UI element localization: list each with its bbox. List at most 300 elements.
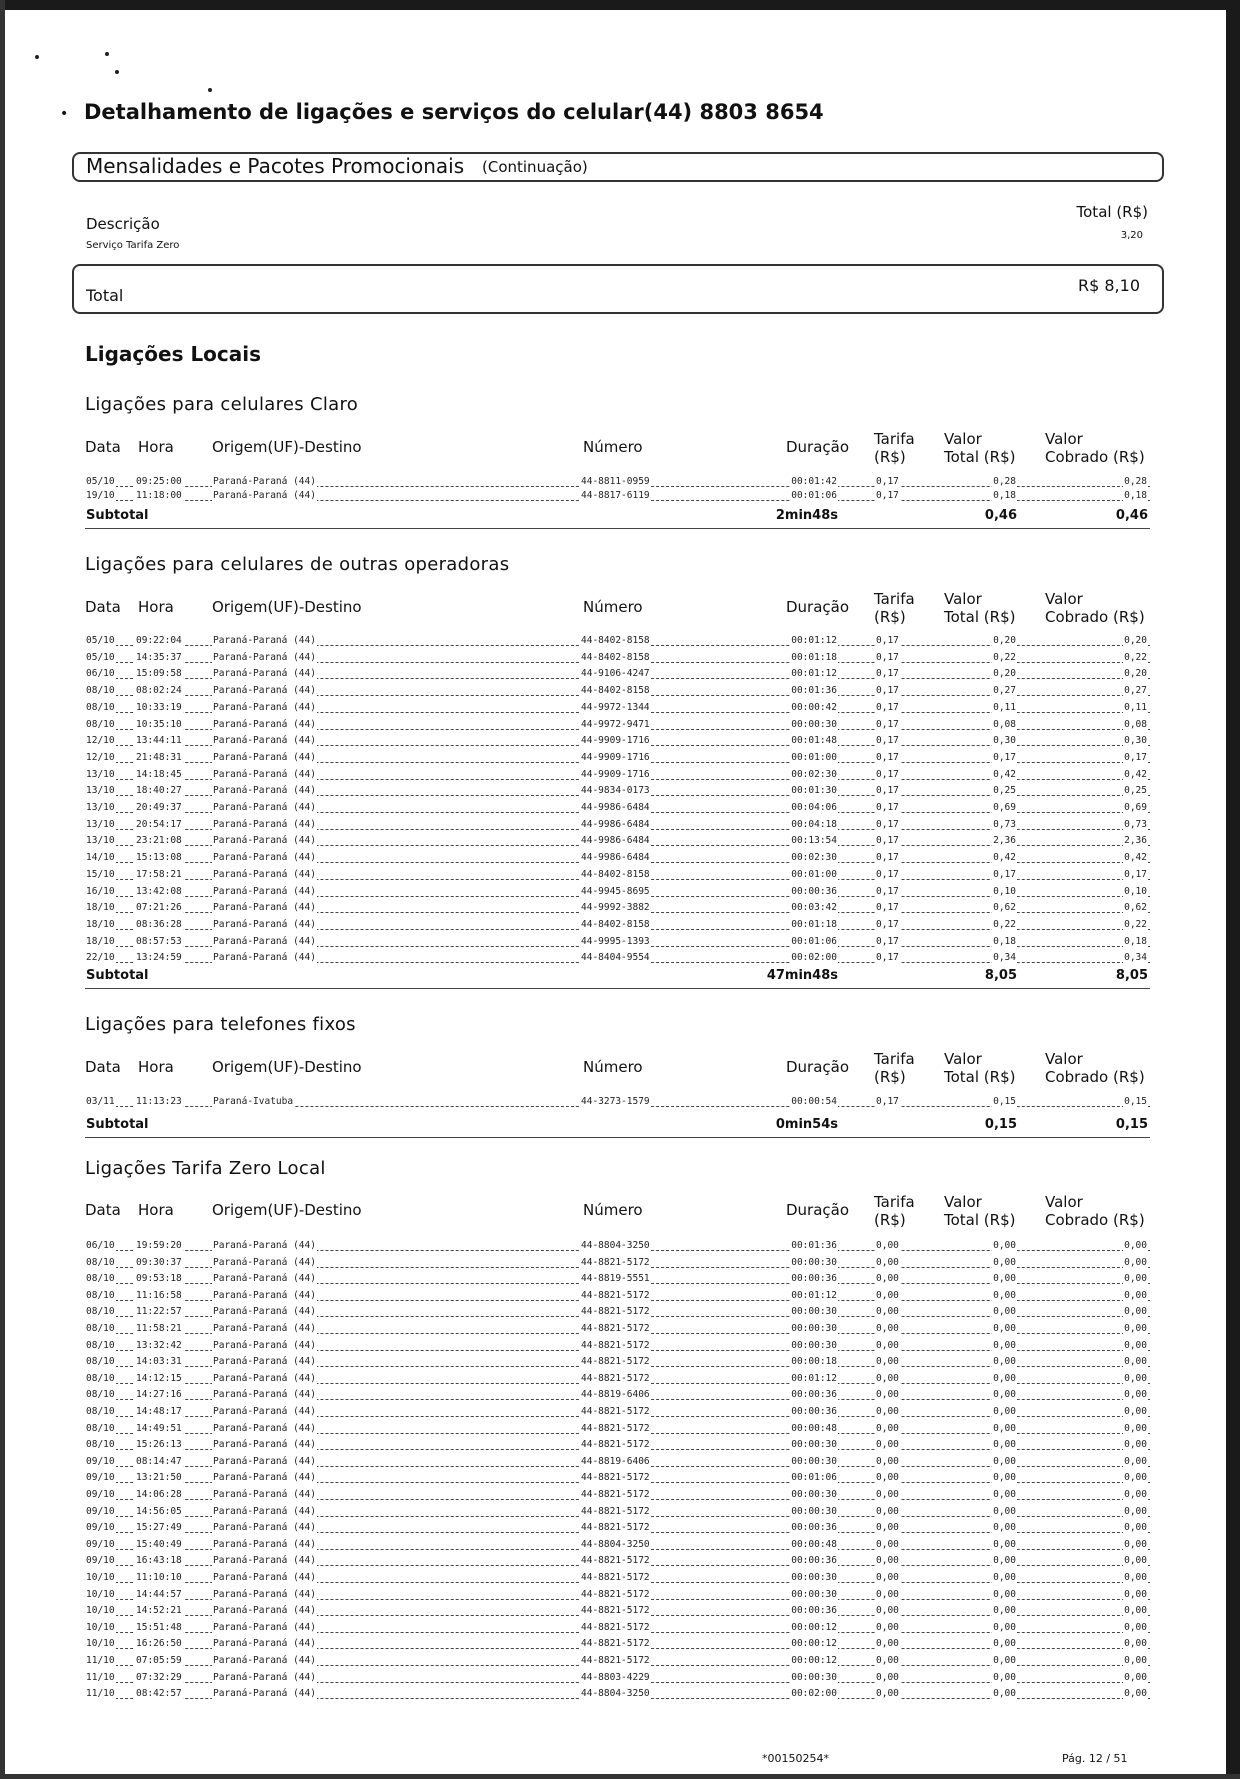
col-valor-cobrado: Valor <box>1045 590 1083 608</box>
subtotal-label: Subtotal <box>86 968 149 983</box>
col-hora: Hora <box>138 598 174 616</box>
cell-tarifa: 0,00 <box>876 1273 899 1285</box>
cell-hora: 10:33:19 <box>136 701 182 713</box>
subtotal-valor-cobrado: 0,15 <box>1115 1117 1148 1132</box>
cell-tarifa: 0,17 <box>876 490 899 502</box>
col-tarifa: Tarifa <box>874 1193 915 1211</box>
cell-origem: Paraná-Paraná (44) <box>213 1356 316 1368</box>
cell-hora: 09:25:00 <box>136 476 182 487</box>
cell-numero: 44-8821-5172 <box>581 1638 650 1650</box>
cell-hora: 13:21:50 <box>136 1472 182 1484</box>
cell-numero: 44-9972-9471 <box>581 718 650 730</box>
cell-duracao: 00:00:36 <box>791 1273 837 1285</box>
cell-hora: 20:49:37 <box>136 802 182 813</box>
cell-data: 08/10 <box>86 718 115 730</box>
cell-numero: 44-8819-6406 <box>581 1389 650 1401</box>
cell-valor-cobrado: 0,00 <box>1124 1455 1147 1467</box>
cell-valor-cobrado: 0,20 <box>1124 668 1147 680</box>
cell-origem: Paraná-Paraná (44) <box>213 651 316 663</box>
cell-valor-total: 0,00 <box>993 1572 1016 1583</box>
cell-valor-total: 0,00 <box>993 1472 1016 1484</box>
cell-valor-total: 0,20 <box>993 635 1016 646</box>
cell-duracao: 00:01:12 <box>791 635 837 646</box>
table-row <box>0 1339 1240 1353</box>
cell-hora: 15:09:58 <box>136 668 182 680</box>
cell-tarifa: 0,00 <box>876 1489 899 1500</box>
scan-speck <box>105 52 109 56</box>
cell-hora: 13:42:08 <box>136 885 182 897</box>
cell-tarifa: 0,00 <box>876 1455 899 1467</box>
cell-tarifa: 0,00 <box>876 1422 899 1434</box>
cell-numero: 44-8819-5551 <box>581 1273 650 1285</box>
table-row <box>0 818 1240 832</box>
cell-tarifa: 0,00 <box>876 1339 899 1351</box>
cell-hora: 14:18:45 <box>136 768 182 780</box>
subtotal-valor-total: 8,05 <box>984 968 1017 983</box>
table-row <box>0 1505 1240 1519</box>
cell-valor-total: 0,30 <box>993 735 1016 747</box>
continuation-label: (Continuação) <box>482 158 588 176</box>
subtotal-duracao: 47min48s <box>766 968 838 983</box>
group-title: Ligações para celulares de outras operadoras <box>85 554 510 575</box>
cell-hora: 15:26:13 <box>136 1439 182 1451</box>
subtotal-rule <box>85 528 1150 529</box>
cell-numero: 44-8404-9554 <box>581 952 650 964</box>
cell-origem: Paraná-Paraná (44) <box>213 685 316 697</box>
group-title: Ligações para celulares Claro <box>85 394 359 415</box>
cell-numero: 44-8804-3250 <box>581 1538 650 1550</box>
cell-tarifa: 0,17 <box>876 852 899 864</box>
cell-hora: 14:48:17 <box>136 1406 182 1417</box>
cell-valor-cobrado: 0,28 <box>1124 476 1147 487</box>
table-row <box>0 1289 1240 1303</box>
cell-data: 08/10 <box>86 1422 115 1434</box>
cell-valor-total: 0,00 <box>993 1389 1016 1401</box>
cell-numero: 44-9909-1716 <box>581 751 650 763</box>
cell-data: 05/10 <box>86 651 115 663</box>
cell-numero: 44-8821-5172 <box>581 1489 650 1500</box>
cell-hora: 13:32:42 <box>136 1339 182 1351</box>
cell-valor-cobrado: 0,27 <box>1124 685 1147 697</box>
cell-tarifa: 0,17 <box>876 651 899 663</box>
cell-tarifa: 0,00 <box>876 1588 899 1600</box>
cell-valor-total: 0,00 <box>993 1455 1016 1467</box>
cell-valor-cobrado: 0,00 <box>1124 1621 1147 1633</box>
col-numero: Número <box>583 1058 643 1076</box>
cell-valor-total: 0,00 <box>993 1638 1016 1650</box>
cell-duracao: 00:00:30 <box>791 1588 837 1600</box>
cell-origem: Paraná-Paraná (44) <box>213 635 316 646</box>
page-number: Pág. 12 / 51 <box>1062 1752 1128 1765</box>
table-row <box>0 1256 1240 1270</box>
table-row <box>0 489 1240 503</box>
cell-numero: 44-9909-1716 <box>581 768 650 780</box>
cell-valor-total: 0,00 <box>993 1655 1016 1666</box>
cell-valor-cobrado: 0,20 <box>1124 635 1147 646</box>
cell-duracao: 00:01:42 <box>791 476 837 487</box>
cell-valor-cobrado: 0,00 <box>1124 1389 1147 1401</box>
cell-origem: Paraná-Paraná (44) <box>213 818 316 830</box>
cell-origem: Paraná-Paraná (44) <box>213 735 316 747</box>
subtotal-valor-total: 0,46 <box>984 508 1017 523</box>
cell-valor-total: 0,22 <box>993 651 1016 663</box>
cell-origem: Paraná-Paraná (44) <box>213 1455 316 1467</box>
table-row <box>0 1422 1240 1436</box>
cell-tarifa: 0,17 <box>876 885 899 897</box>
cell-origem: Paraná-Paraná (44) <box>213 1588 316 1600</box>
col-valor-cobrado: Valor <box>1045 1050 1083 1068</box>
cell-hora: 08:02:24 <box>136 685 182 697</box>
cell-data: 09/10 <box>86 1455 115 1467</box>
table-row <box>0 684 1240 698</box>
cell-data: 05/10 <box>86 476 115 487</box>
col-valor-total: Valor <box>944 1193 982 1211</box>
cell-data: 09/10 <box>86 1489 115 1500</box>
cell-origem: Paraná-Paraná (44) <box>213 1688 316 1700</box>
cell-duracao: 00:00:36 <box>791 1522 837 1534</box>
table-row <box>0 918 1240 932</box>
scan-speck <box>208 88 212 92</box>
cell-valor-total: 0,10 <box>993 885 1016 897</box>
col-origem: Origem(UF)-Destino <box>212 1201 362 1219</box>
cell-origem: Paraná-Paraná (44) <box>213 952 316 964</box>
scan-speck <box>115 70 119 74</box>
cell-duracao: 00:00:48 <box>791 1538 837 1550</box>
cell-valor-cobrado: 0,30 <box>1124 735 1147 747</box>
scan-edge-bottom <box>0 1774 1240 1779</box>
cell-valor-total: 0,00 <box>993 1422 1016 1434</box>
cell-numero: 44-8817-6119 <box>581 490 650 502</box>
cell-duracao: 00:01:06 <box>791 1472 837 1484</box>
cell-valor-total: 0,00 <box>993 1256 1016 1268</box>
cell-numero: 44-9986-6484 <box>581 835 650 847</box>
col-duracao: Duração <box>786 598 850 616</box>
cell-numero: 44-9909-1716 <box>581 735 650 747</box>
table-row <box>0 801 1240 815</box>
cell-hora: 15:13:08 <box>136 852 182 864</box>
cell-valor-total: 0,00 <box>993 1588 1016 1600</box>
cell-tarifa: 0,00 <box>876 1522 899 1534</box>
cell-valor-total: 0,00 <box>993 1621 1016 1633</box>
cell-hora: 15:51:48 <box>136 1621 182 1633</box>
cell-hora: 13:44:11 <box>136 735 182 747</box>
table-row <box>0 651 1240 665</box>
cell-origem: Paraná-Paraná (44) <box>213 1289 316 1301</box>
cell-hora: 14:56:05 <box>136 1505 182 1517</box>
cell-hora: 14:03:31 <box>136 1356 182 1368</box>
cell-valor-total: 0,00 <box>993 1538 1016 1550</box>
cell-numero: 44-8821-5172 <box>581 1289 650 1301</box>
table-row <box>0 734 1240 748</box>
cell-origem: Paraná-Paraná (44) <box>213 768 316 780</box>
cell-numero: 44-9972-1344 <box>581 701 650 713</box>
cell-duracao: 00:13:54 <box>791 835 837 847</box>
cell-data: 08/10 <box>86 1439 115 1451</box>
cell-origem: Paraná-Paraná (44) <box>213 1605 316 1617</box>
cell-tarifa: 0,00 <box>876 1505 899 1517</box>
description-label: Descrição <box>86 215 160 233</box>
cell-valor-cobrado: 0,00 <box>1124 1406 1147 1417</box>
cell-valor-cobrado: 0,22 <box>1124 918 1147 930</box>
cell-valor-total: 0,00 <box>993 1356 1016 1368</box>
cell-data: 13/10 <box>86 835 115 847</box>
cell-numero: 44-8821-5172 <box>581 1522 650 1534</box>
cell-valor-cobrado: 0,10 <box>1124 885 1147 897</box>
col-valor-total-unit: Total (R$) <box>944 1211 1016 1229</box>
cell-hora: 14:06:28 <box>136 1489 182 1500</box>
cell-duracao: 00:01:06 <box>791 935 837 947</box>
col-numero: Número <box>583 1201 643 1219</box>
cell-valor-total: 0,00 <box>993 1522 1016 1534</box>
cell-valor-cobrado: 0,18 <box>1124 490 1147 502</box>
cell-numero: 44-8819-6406 <box>581 1455 650 1467</box>
cell-origem: Paraná-Paraná (44) <box>213 1240 316 1251</box>
cell-valor-cobrado: 0,00 <box>1124 1289 1147 1301</box>
cell-numero: 44-8821-5172 <box>581 1306 650 1318</box>
cell-duracao: 00:00:36 <box>791 1555 837 1567</box>
cell-data: 06/10 <box>86 668 115 680</box>
table-row <box>0 851 1240 865</box>
cell-numero: 44-9945-8695 <box>581 885 650 897</box>
cell-valor-cobrado: 0,62 <box>1124 902 1147 914</box>
cell-valor-cobrado: 0,00 <box>1124 1655 1147 1666</box>
cell-tarifa: 0,00 <box>876 1356 899 1368</box>
cell-data: 12/10 <box>86 735 115 747</box>
cell-tarifa: 0,00 <box>876 1306 899 1318</box>
cell-duracao: 00:04:06 <box>791 802 837 813</box>
total-value: R$ 8,10 <box>1077 276 1140 295</box>
subtotal-duracao: 0min54s <box>775 1117 838 1132</box>
cell-origem: Paraná-Paraná (44) <box>213 1538 316 1550</box>
cell-duracao: 00:04:18 <box>791 818 837 830</box>
cell-valor-cobrado: 0,00 <box>1124 1505 1147 1517</box>
cell-duracao: 00:00:54 <box>791 1096 837 1107</box>
cell-valor-cobrado: 0,18 <box>1124 935 1147 947</box>
cell-numero: 44-9995-1393 <box>581 935 650 947</box>
cell-tarifa: 0,00 <box>876 1621 899 1633</box>
cell-hora: 20:54:17 <box>136 818 182 830</box>
cell-valor-total: 0,20 <box>993 668 1016 680</box>
cell-duracao: 00:01:00 <box>791 868 837 880</box>
mensalidades-header <box>72 152 1164 182</box>
col-duracao: Duração <box>786 1058 850 1076</box>
cell-data: 08/10 <box>86 1356 115 1368</box>
cell-data: 10/10 <box>86 1588 115 1600</box>
col-valor-cobrado: Valor <box>1045 1193 1083 1211</box>
cell-origem: Paraná-Paraná (44) <box>213 1555 316 1567</box>
subtotal-label: Subtotal <box>86 1117 149 1132</box>
cell-origem: Paraná-Paraná (44) <box>213 785 316 797</box>
cell-origem: Paraná-Paraná (44) <box>213 1389 316 1401</box>
cell-hora: 07:32:29 <box>136 1671 182 1683</box>
cell-hora: 09:53:18 <box>136 1273 182 1285</box>
cell-origem: Paraná-Paraná (44) <box>213 835 316 847</box>
cell-origem: Paraná-Paraná (44) <box>213 701 316 713</box>
group-title: Ligações Tarifa Zero Local <box>85 1158 326 1179</box>
cell-valor-cobrado: 0,73 <box>1124 818 1147 830</box>
cell-valor-cobrado: 0,00 <box>1124 1356 1147 1368</box>
mensalidades-title: Mensalidades e Pacotes Promocionais <box>86 154 465 178</box>
cell-numero: 44-8402-8158 <box>581 651 650 663</box>
cell-data: 18/10 <box>86 935 115 947</box>
cell-duracao: 00:00:48 <box>791 1422 837 1434</box>
cell-numero: 44-8821-5172 <box>581 1406 650 1417</box>
cell-duracao: 00:00:30 <box>791 1306 837 1318</box>
cell-hora: 11:16:58 <box>136 1289 182 1301</box>
col-valor-total: Valor <box>944 430 982 448</box>
cell-valor-total: 0,00 <box>993 1289 1016 1301</box>
col-data: Data <box>85 438 121 456</box>
cell-numero: 44-8811-0959 <box>581 476 650 487</box>
cell-valor-total: 0,00 <box>993 1306 1016 1318</box>
cell-numero: 44-8821-5172 <box>581 1555 650 1567</box>
cell-tarifa: 0,17 <box>876 935 899 947</box>
col-duracao: Duração <box>786 438 850 456</box>
cell-tarifa: 0,00 <box>876 1323 899 1334</box>
cell-duracao: 00:01:36 <box>791 685 837 697</box>
cell-valor-cobrado: 0,69 <box>1124 802 1147 813</box>
cell-numero: 44-8821-5172 <box>581 1655 650 1666</box>
cell-duracao: 00:00:42 <box>791 701 837 713</box>
cell-tarifa: 0,17 <box>876 701 899 713</box>
table-row <box>0 1554 1240 1568</box>
cell-origem: Paraná-Paraná (44) <box>213 1489 316 1500</box>
cell-valor-cobrado: 0,00 <box>1124 1472 1147 1484</box>
cell-valor-cobrado: 0,00 <box>1124 1439 1147 1451</box>
cell-tarifa: 0,17 <box>876 635 899 646</box>
cell-valor-cobrado: 0,00 <box>1124 1688 1147 1700</box>
cell-hora: 11:58:21 <box>136 1323 182 1334</box>
cell-hora: 08:36:28 <box>136 918 182 930</box>
cell-hora: 09:22:04 <box>136 635 182 646</box>
cell-valor-cobrado: 0,00 <box>1124 1489 1147 1500</box>
cell-numero: 44-9992-3882 <box>581 902 650 914</box>
cell-duracao: 00:02:30 <box>791 768 837 780</box>
cell-origem: Paraná-Paraná (44) <box>213 802 316 813</box>
cell-valor-total: 0,34 <box>993 952 1016 964</box>
cell-duracao: 00:00:30 <box>791 1572 837 1583</box>
cell-duracao: 00:00:30 <box>791 1455 837 1467</box>
cell-duracao: 00:01:30 <box>791 785 837 797</box>
cell-duracao: 00:00:36 <box>791 885 837 897</box>
cell-numero: 44-8821-5172 <box>581 1588 650 1600</box>
cell-data: 13/10 <box>86 785 115 797</box>
cell-numero: 44-9986-6484 <box>581 818 650 830</box>
cell-origem: Paraná-Paraná (44) <box>213 476 316 487</box>
cell-duracao: 00:00:18 <box>791 1356 837 1368</box>
cell-tarifa: 0,17 <box>876 902 899 914</box>
col-valor-cobrado-unit: Cobrado (R$) <box>1045 1211 1145 1229</box>
cell-origem: Paraná-Paraná (44) <box>213 1472 316 1484</box>
cell-duracao: 00:00:12 <box>791 1655 837 1666</box>
table-row <box>0 1405 1240 1419</box>
cell-numero: 44-8821-5172 <box>581 1605 650 1617</box>
cell-hora: 11:22:57 <box>136 1306 182 1318</box>
cell-valor-cobrado: 0,00 <box>1124 1671 1147 1683</box>
cell-hora: 16:26:50 <box>136 1638 182 1650</box>
table-row <box>0 1355 1240 1369</box>
cell-valor-total: 0,28 <box>993 476 1016 487</box>
cell-data: 10/10 <box>86 1572 115 1583</box>
cell-valor-total: 0,17 <box>993 868 1016 880</box>
table-row <box>0 951 1240 965</box>
table-row <box>0 751 1240 765</box>
cell-data: 08/10 <box>86 1406 115 1417</box>
total-rs-label: Total (R$) <box>1076 203 1148 221</box>
total-box <box>72 264 1164 314</box>
cell-tarifa: 0,00 <box>876 1439 899 1451</box>
cell-valor-cobrado: 0,42 <box>1124 852 1147 864</box>
cell-numero: 44-8821-5172 <box>581 1621 650 1633</box>
table-row <box>0 1488 1240 1502</box>
cell-origem: Paraná-Paraná (44) <box>213 1339 316 1351</box>
cell-numero: 44-8402-8158 <box>581 635 650 646</box>
table-row <box>0 1571 1240 1585</box>
table-row <box>0 901 1240 915</box>
cell-valor-total: 0,42 <box>993 768 1016 780</box>
scan-speck <box>35 55 39 59</box>
col-hora: Hora <box>138 438 174 456</box>
cell-data: 16/10 <box>86 885 115 897</box>
cell-hora: 08:14:47 <box>136 1455 182 1467</box>
cell-valor-cobrado: 0,11 <box>1124 701 1147 713</box>
cell-duracao: 00:02:00 <box>791 952 837 964</box>
col-hora: Hora <box>138 1201 174 1219</box>
cell-valor-total: 0,00 <box>993 1671 1016 1683</box>
cell-data: 10/10 <box>86 1621 115 1633</box>
table-row <box>0 1637 1240 1651</box>
col-tarifa: Tarifa <box>874 1050 915 1068</box>
cell-duracao: 00:02:30 <box>791 852 837 864</box>
cell-duracao: 00:01:06 <box>791 490 837 502</box>
cell-valor-total: 0,00 <box>993 1372 1016 1384</box>
cell-origem: Paraná-Paraná (44) <box>213 1671 316 1683</box>
col-origem: Origem(UF)-Destino <box>212 438 362 456</box>
col-valor-cobrado-unit: Cobrado (R$) <box>1045 1068 1145 1086</box>
cell-valor-total: 0,00 <box>993 1339 1016 1351</box>
page-title: Detalhamento de ligações e serviços do celular(44) 8803 8654 <box>84 100 824 124</box>
cell-hora: 08:57:53 <box>136 935 182 947</box>
col-numero: Número <box>583 438 643 456</box>
col-valor-total: Valor <box>944 590 982 608</box>
cell-numero: 44-9986-6484 <box>581 802 650 813</box>
cell-data: 09/10 <box>86 1538 115 1550</box>
cell-data: 10/10 <box>86 1605 115 1617</box>
cell-tarifa: 0,00 <box>876 1372 899 1384</box>
table-row <box>0 1588 1240 1602</box>
cell-numero: 44-3273-1579 <box>581 1096 650 1107</box>
cell-numero: 44-8821-5172 <box>581 1439 650 1451</box>
cell-origem: Paraná-Paraná (44) <box>213 935 316 947</box>
cell-tarifa: 0,17 <box>876 768 899 780</box>
cell-origem: Paraná-Paraná (44) <box>213 668 316 680</box>
table-row <box>0 1388 1240 1402</box>
cell-data: 15/10 <box>86 868 115 880</box>
col-data: Data <box>85 1201 121 1219</box>
cell-tarifa: 0,17 <box>876 802 899 813</box>
table-row <box>0 1305 1240 1319</box>
cell-duracao: 00:00:12 <box>791 1621 837 1633</box>
col-tarifa-unit: (R$) <box>874 1068 906 1086</box>
table-row <box>0 1455 1240 1469</box>
cell-tarifa: 0,00 <box>876 1555 899 1567</box>
table-row <box>0 1687 1240 1701</box>
cell-tarifa: 0,17 <box>876 476 899 487</box>
cell-data: 18/10 <box>86 902 115 914</box>
cell-hora: 15:27:49 <box>136 1522 182 1534</box>
col-valor-cobrado-unit: Cobrado (R$) <box>1045 608 1145 626</box>
cell-numero: 44-8402-8158 <box>581 685 650 697</box>
